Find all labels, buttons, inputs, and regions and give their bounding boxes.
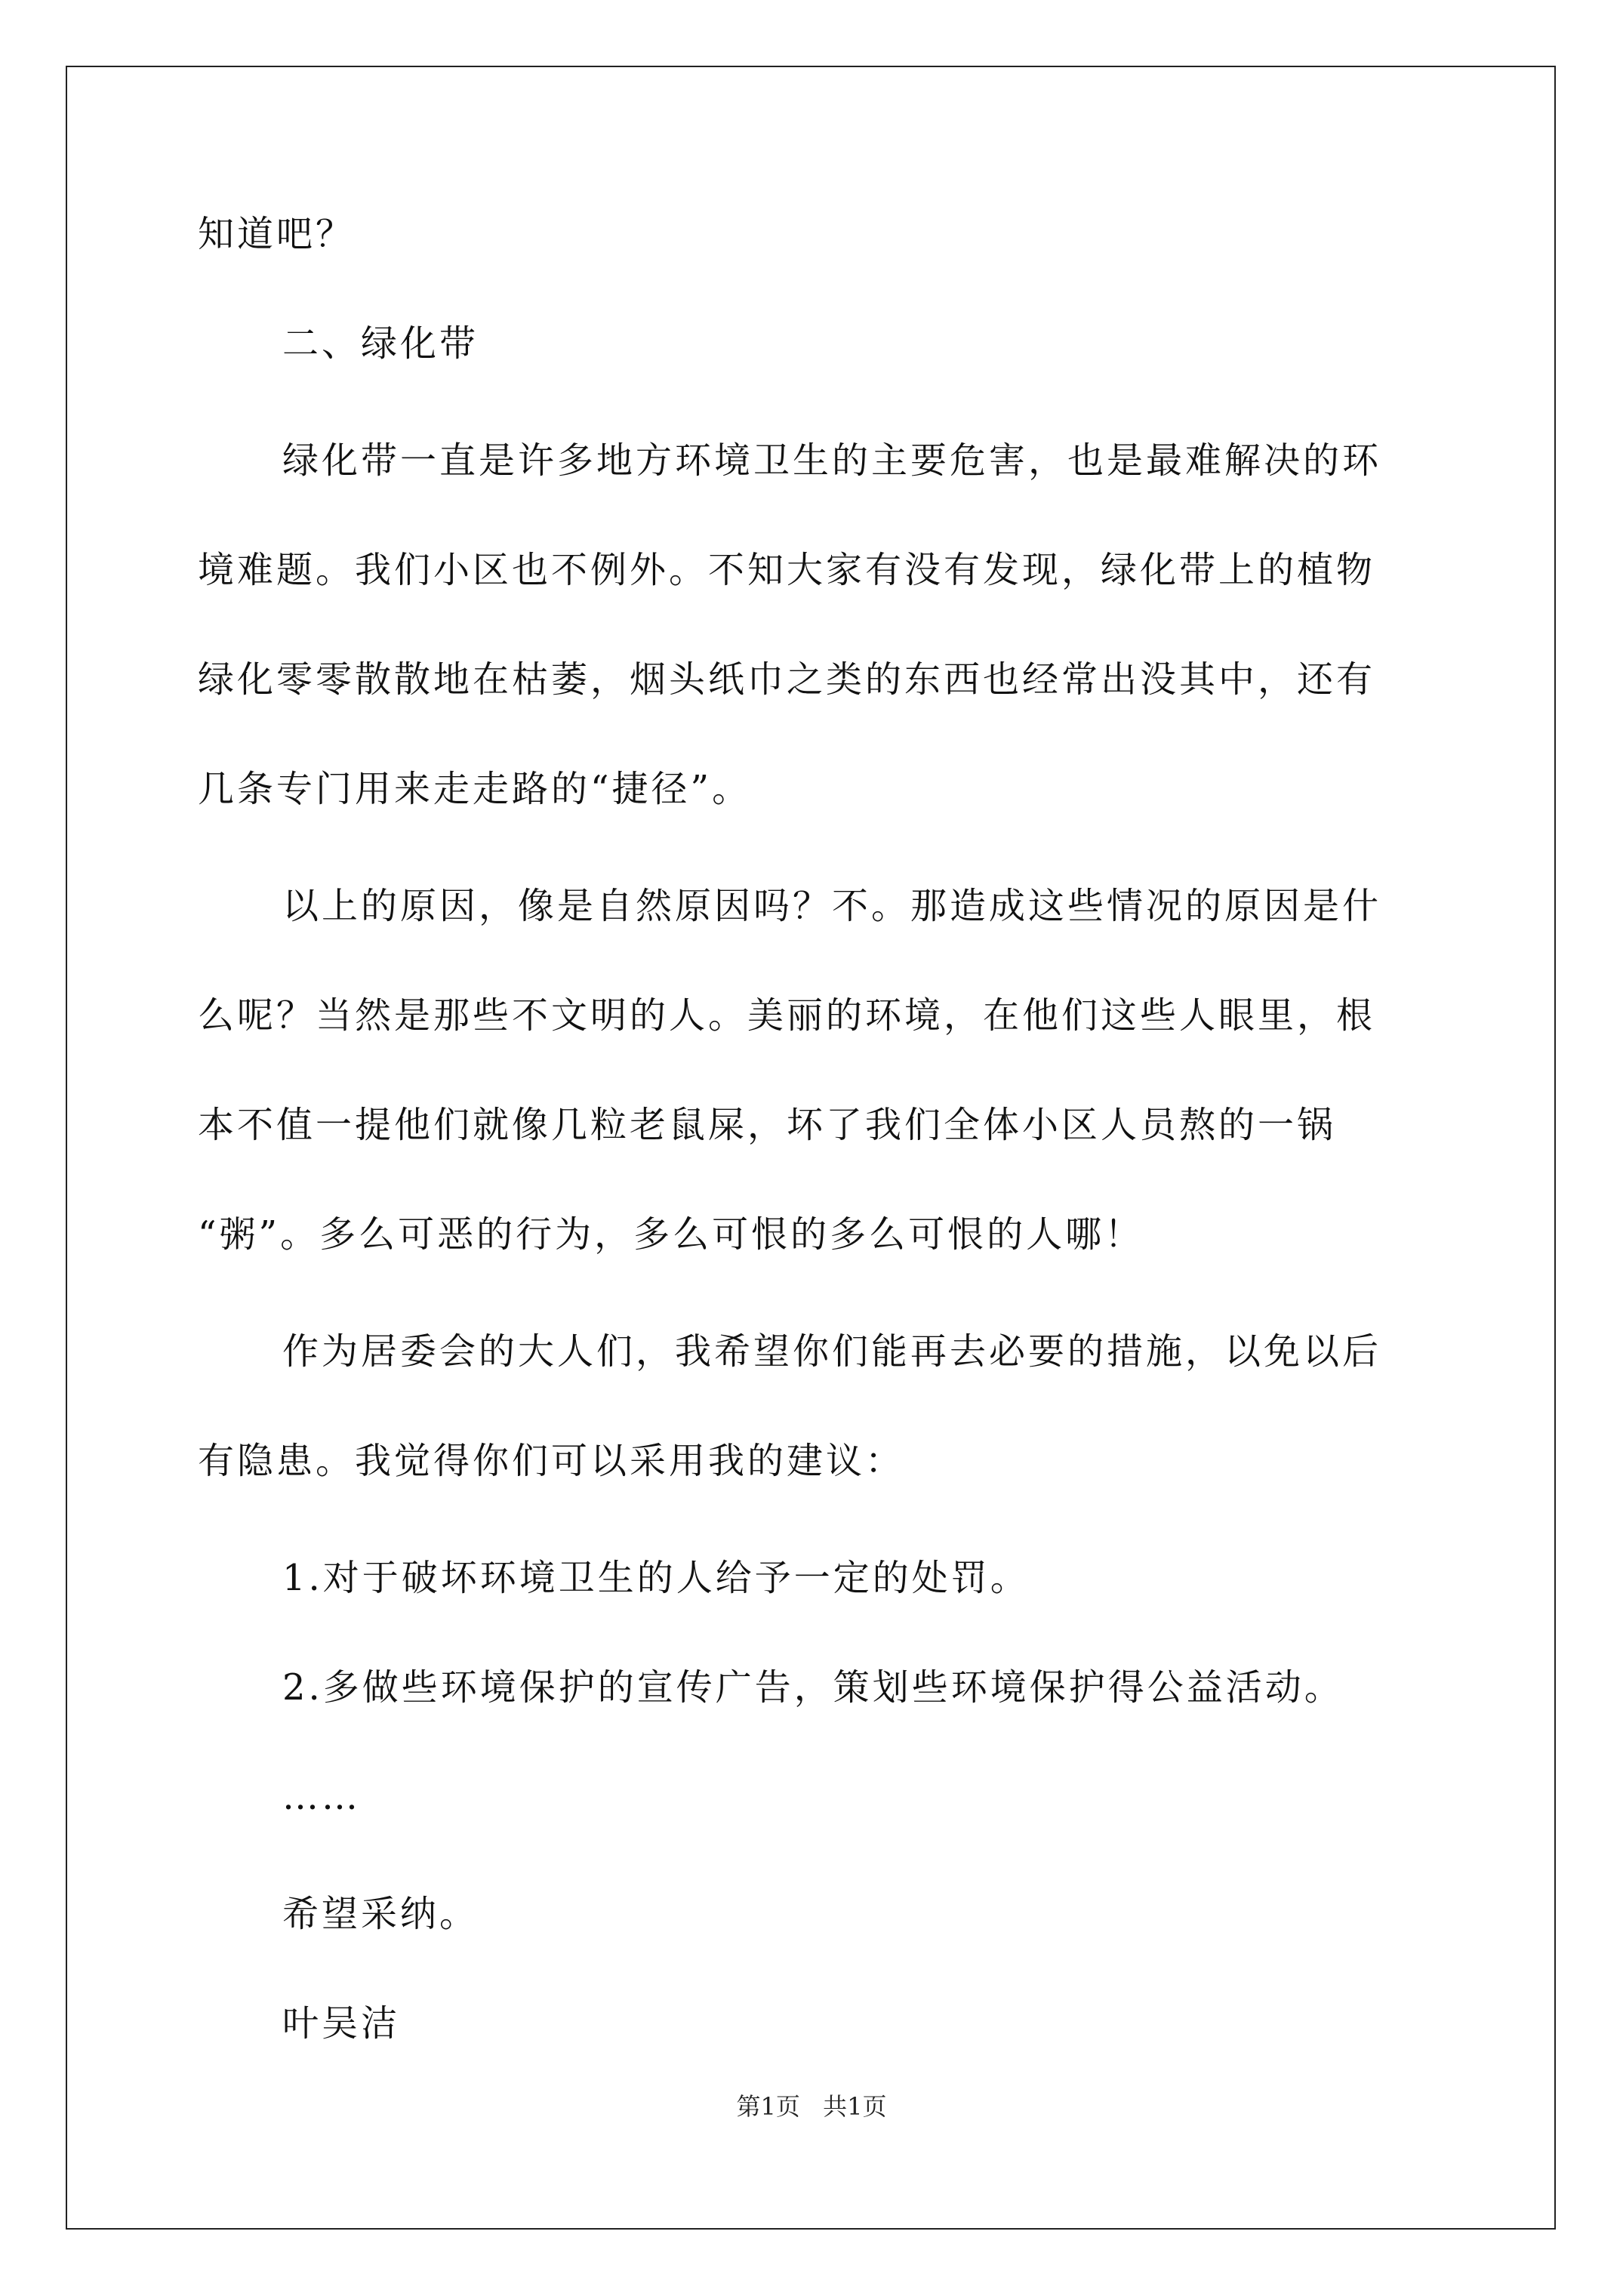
page-footer: [0, 2088, 1623, 2122]
paragraph-line: 作为居委会的大人们，我希望你们能再去必要的措施，以免以后: [282, 1330, 1382, 1373]
paragraph-line: “粥”。多么可恶的行为，多么可恨的多么可恨的人哪！: [198, 1213, 1144, 1256]
paragraph-line: 绿化零零散散地在枯萎，烟头纸巾之类的东西也经常出没其中，还有: [198, 658, 1376, 701]
list-item: 1.对于破坏环境卫生的人给予一定的处罚。: [282, 1557, 1030, 1599]
paragraph-line: 本不值一提他们就像几粒老鼠屎，坏了我们全体小区人员熬的一锅: [198, 1104, 1337, 1146]
paragraph-line: 以上的原因，像是自然原因吗？不。那造成这些情况的原因是什: [282, 885, 1382, 927]
page-total: 共1页: [823, 2092, 887, 2121]
paragraph-line: 几条专门用来走走路的“捷径”。: [198, 768, 752, 810]
section-heading: 二、绿化带: [282, 322, 479, 365]
page-number: 第1页: [736, 2092, 800, 2121]
signature-name: 叶吴洁: [282, 2002, 401, 2045]
paragraph-line: 有隐患。我觉得你们可以采用我的建议：: [198, 1440, 905, 1482]
closing-line: 希望采纳。: [282, 1893, 479, 1935]
paragraph-line: 绿化带一直是许多地方环境卫生的主要危害，也是最难解决的环: [282, 439, 1382, 482]
paragraph-line: 知道吧？: [198, 213, 356, 255]
paragraph-line: 么呢？当然是那些不文明的人。美丽的环境，在他们这些人眼里，根: [198, 994, 1376, 1037]
paragraph-line: 境难题。我们小区也不例外。不知大家有没有发现，绿化带上的植物: [198, 549, 1376, 591]
ellipsis-line: ……: [282, 1776, 361, 1818]
list-item: 2.多做些环境保护的宣传广告，策划些环境保护得公益活动。: [282, 1666, 1344, 1709]
